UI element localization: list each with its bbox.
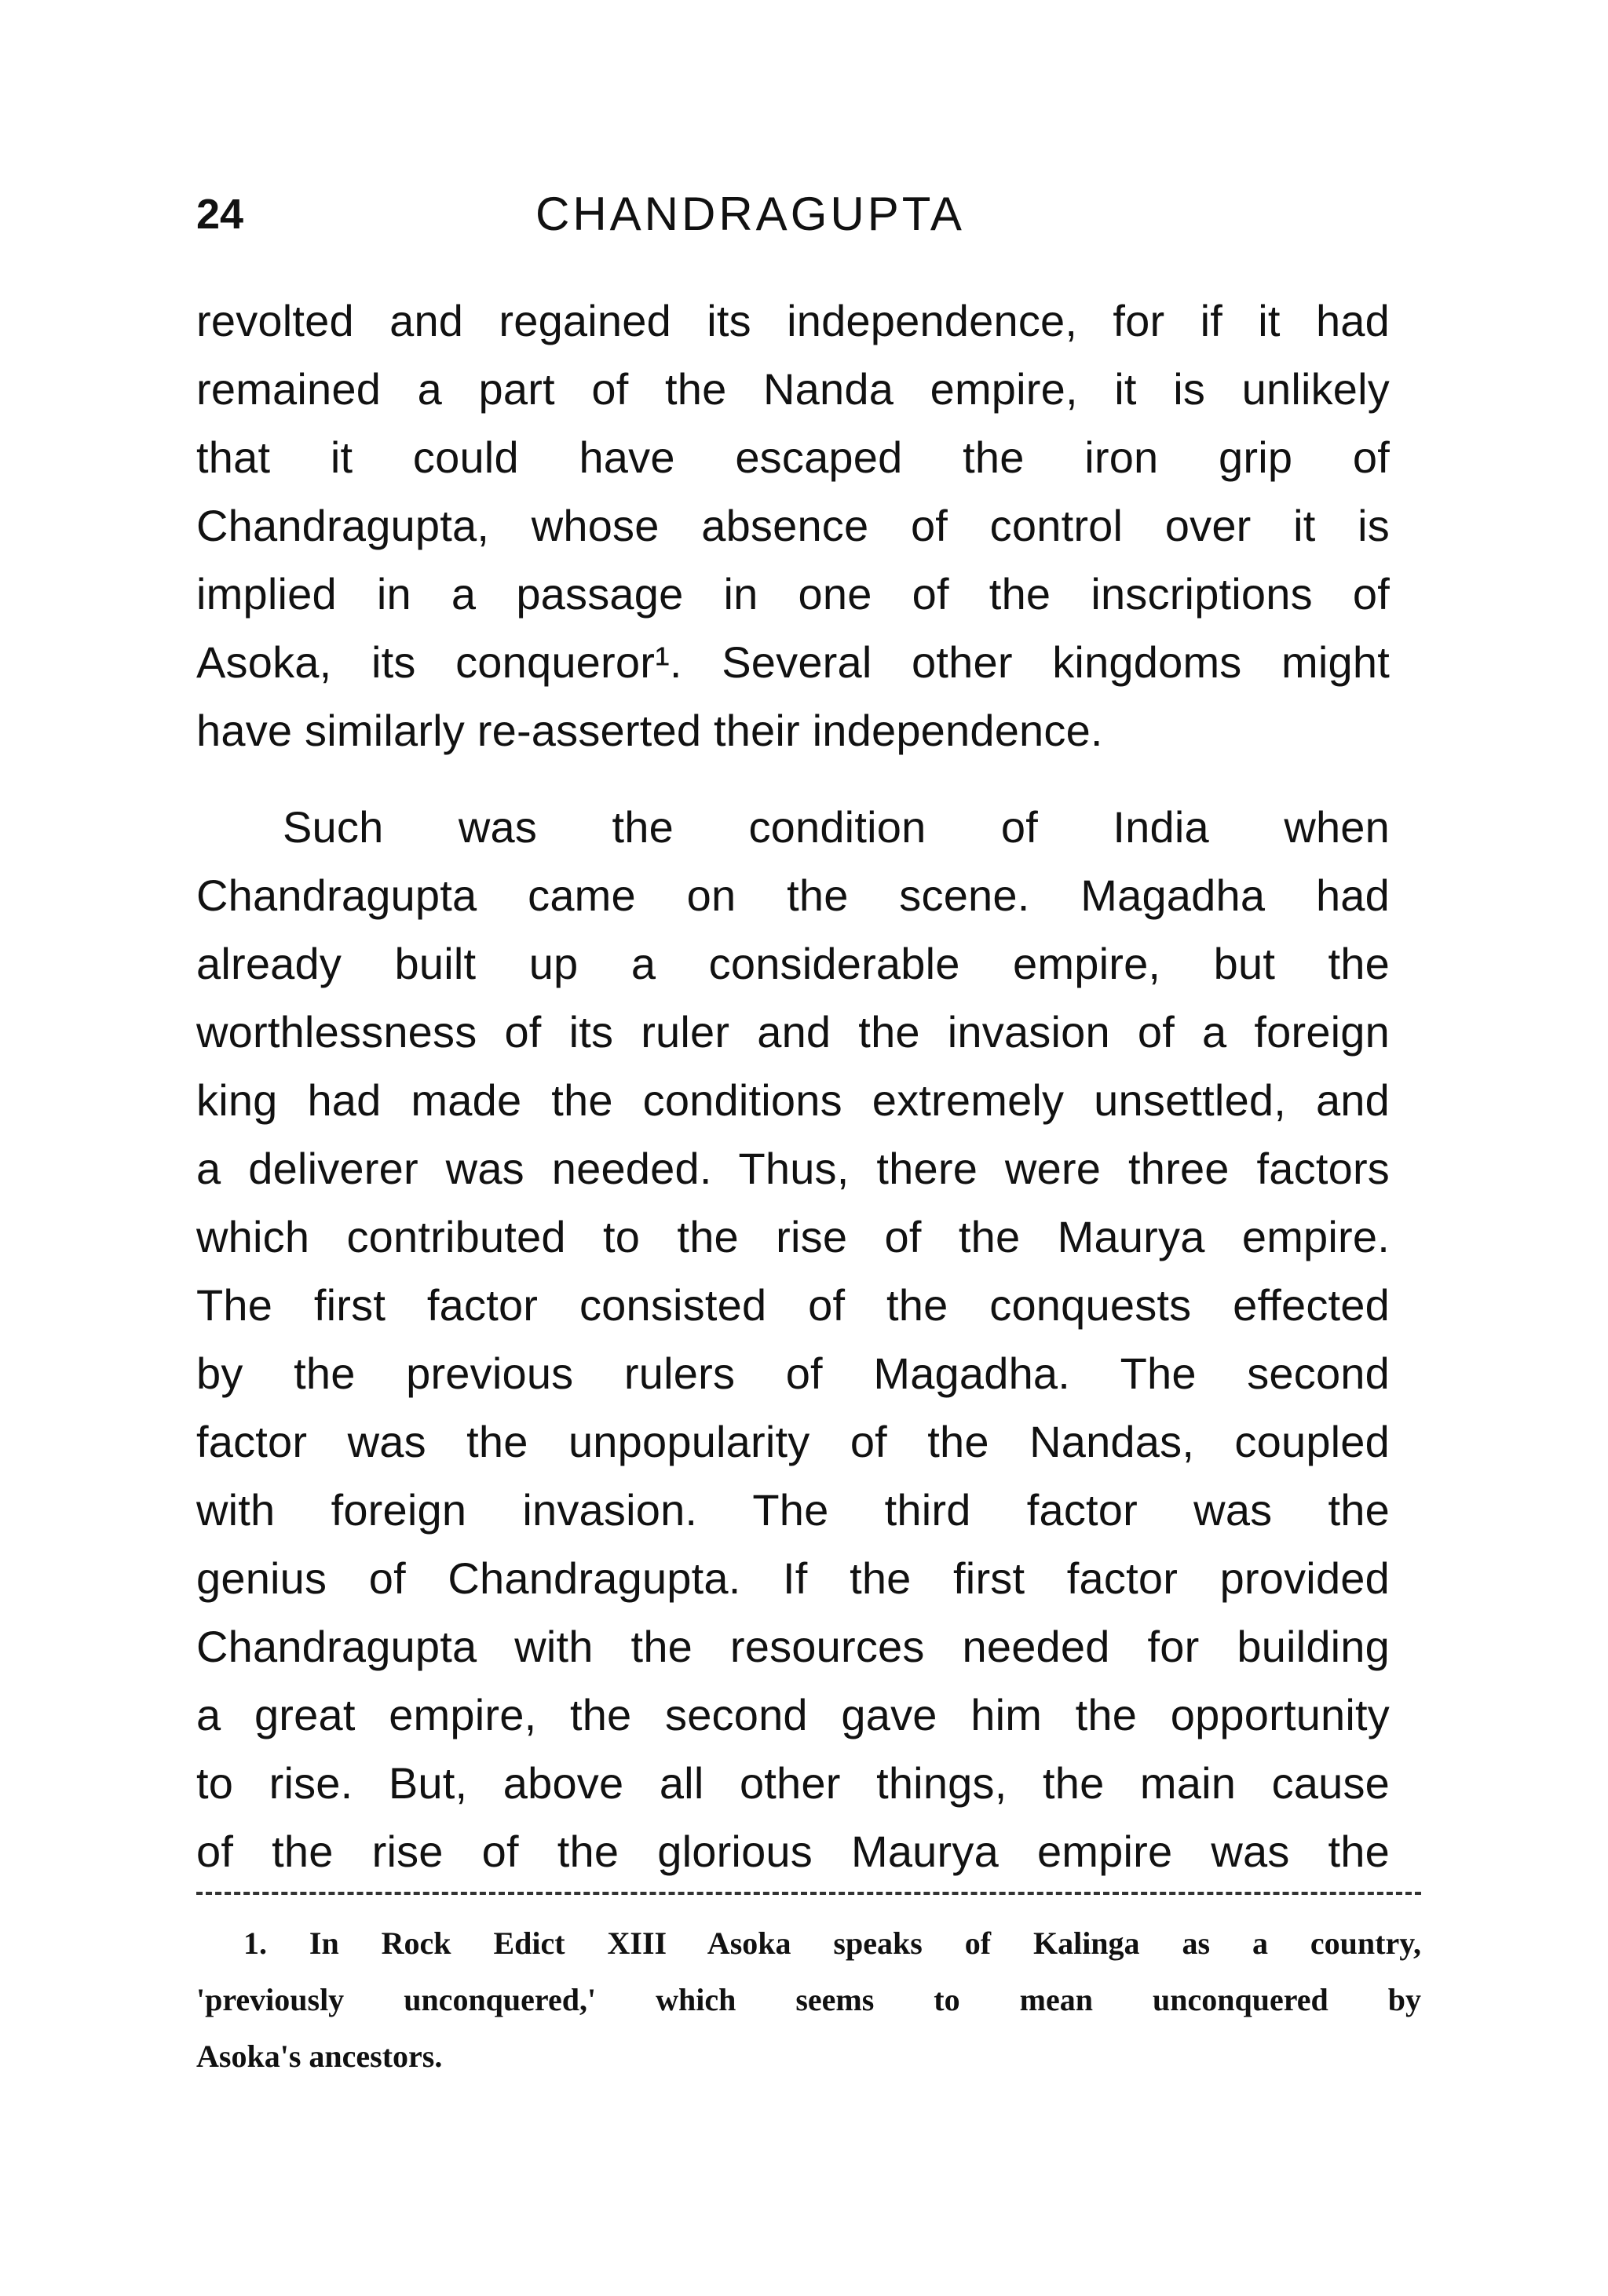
paragraph-gap xyxy=(196,765,1390,793)
text-line: a great empire, the second gave him the opportunity xyxy=(196,1690,1390,1739)
text-line: Such was the condition of India when xyxy=(283,802,1390,852)
text-line: to rise. But, above all other things, the main cause xyxy=(196,1758,1390,1808)
text-line: revolted and regained its independence, for if it had xyxy=(196,296,1390,345)
text-line: Chandragupta with the resources needed for building xyxy=(196,1622,1390,1671)
page-header xyxy=(196,179,1390,250)
text-line: Chandragupta came on the scene. Magadha had xyxy=(196,871,1390,920)
footnote xyxy=(196,1915,1421,2085)
text-line: worthlessness of its ruler and the invasion of a foreign xyxy=(196,1007,1390,1057)
text-line: have similarly re-asserted their independence. xyxy=(196,706,1103,755)
text-line: implied in a passage in one of the inscriptions of xyxy=(196,569,1390,619)
text-line: remained a part of the Nanda empire, it is unlikely xyxy=(196,364,1390,414)
footnote-line: 'previously unconquered,' which seems to mean unconquered by xyxy=(196,1982,1421,2017)
text-line: a deliverer was needed. Thus, there were three factors xyxy=(196,1144,1390,1193)
text-line: which contributed to the rise of the Maurya empire. xyxy=(196,1212,1390,1261)
footnote-line: Asoka's ancestors. xyxy=(196,2039,443,2074)
text-line: Asoka, its conqueror¹. Several other kingdoms might xyxy=(196,637,1390,687)
text-line: Chandragupta, whose absence of control over it is xyxy=(196,501,1390,550)
text-line: factor was the unpopularity of the Nandas, coupled xyxy=(196,1417,1390,1466)
paragraph xyxy=(196,287,1390,765)
text-line: by the previous rulers of Magadha. The second xyxy=(196,1349,1390,1398)
text-line: that it could have escaped the iron grip of xyxy=(196,433,1390,482)
running-title: CHANDRAGUPTA xyxy=(535,188,965,240)
text-line: The first factor consisted of the conquests effected xyxy=(196,1280,1390,1330)
text-line: genius of Chandragupta. If the first factor provided xyxy=(196,1553,1390,1603)
footnote-line: 1. In Rock Edict XIII Asoka speaks of Kalinga as a country, xyxy=(243,1926,1421,1961)
text-line: with foreign invasion. The third factor was the xyxy=(196,1485,1390,1535)
text-line: of the rise of the glorious Maurya empire was the xyxy=(196,1827,1390,1876)
text-line: king had made the conditions extremely unsettled, and xyxy=(196,1075,1390,1125)
page-number: 24 xyxy=(196,191,244,238)
body-text xyxy=(196,287,1390,1885)
paragraph xyxy=(196,793,1390,1885)
text-line: already built up a considerable empire, but the xyxy=(196,939,1390,988)
footnote-divider xyxy=(196,1892,1421,1895)
